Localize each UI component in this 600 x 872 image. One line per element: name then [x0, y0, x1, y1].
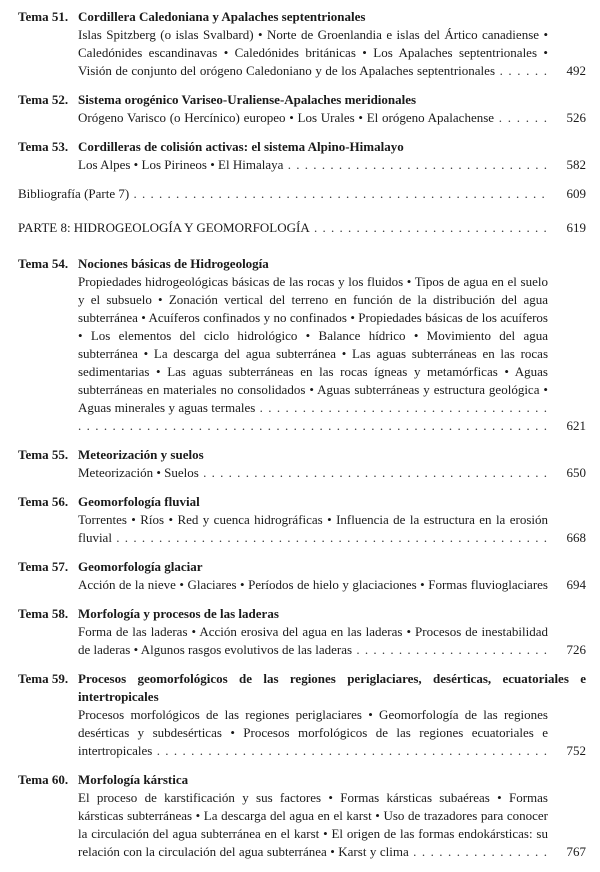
entry-number: Tema 59. — [18, 671, 69, 686]
toc-entry-tema-53 — [18, 138, 586, 174]
entry-description: Forma de las laderas • Acción erosiva del agua en las laderas • Procesos de inestabilidad de laderas • Algunos rasgos evolutivos de las laderas — [78, 624, 548, 657]
entry-description: Torrentes • Ríos • Red y cuenca hidrográficas • Influencia de la estructura en la erosión fluvial — [78, 512, 548, 545]
entry-title: Meteorización y suelos — [78, 447, 204, 462]
entry-title: Cordilleras de colisión activas: el sistema Alpino-Himalayo — [78, 139, 404, 154]
page-number[interactable]: 650 — [566, 465, 586, 480]
page-number[interactable]: 492 — [566, 63, 586, 78]
dot-leader: . . . . . . . . . . . . . . . . . . . . . . . . . . . . . . . . . . . . . . . . . . . . . . . . . . . . . . . . . . . . . . . . . . . . . . . . . . . . . . . . . . . . . . . . . — [78, 400, 549, 433]
page-number[interactable]: 668 — [566, 530, 586, 545]
entry-number: Tema 55. — [18, 447, 69, 462]
page-number[interactable]: 694 — [566, 577, 586, 592]
dot-leader: . . . . . . — [498, 110, 548, 125]
entry-description: Orógeno Varisco (o Hercínico) europeo • Los Urales • El orógeno Apalachense — [78, 110, 495, 125]
toc-entry-tema-52 — [18, 91, 586, 127]
entry-title: Procesos geomorfológicos de las regiones periglaciares, desérticas, ecuatoriales e intertropicales — [78, 671, 586, 704]
toc-entry-tema-54 — [18, 255, 586, 435]
toc-part-heading — [18, 219, 586, 237]
page-number[interactable]: 526 — [566, 110, 586, 125]
toc-entry-tema-58 — [18, 605, 586, 659]
part-title: PARTE 8: HIDROGEOLOGÍA Y GEOMORFOLOGÍA — [18, 220, 310, 235]
dot-leader: . . . . . . . . . . . . . . . . . . . . . . . — [356, 642, 548, 657]
entry-title: Morfología y procesos de las laderas — [78, 606, 279, 621]
page-number[interactable]: 621 — [566, 418, 586, 433]
toc-entry-tema-55 — [18, 446, 586, 482]
entry-description: Los Alpes • Los Pirineos • El Himalaya — [78, 157, 284, 172]
entry-title: Morfología kárstica — [78, 772, 189, 787]
toc-entry-tema-57 — [18, 558, 586, 594]
toc-entry-tema-59 — [18, 670, 586, 760]
dot-leader: . . . . . . . . . . . . . . . . . . . . . . . . . . . . . . . . . . . . . . . . . . . . . . . . . . . — [116, 530, 548, 545]
entry-title: Nociones básicas de Hidrogeología — [78, 256, 269, 271]
entry-number: Tema 57. — [18, 559, 69, 574]
dot-leader: . . . . . . . . . . . . . . . . . . . . . . . . . . . . — [313, 220, 548, 235]
toc-entry-tema-60 — [18, 771, 586, 861]
page-number[interactable]: 767 — [566, 844, 586, 859]
dot-leader: . . . . . . . . . . . . . . . . . . . . . . . . . . . . . . . . . . . . . . . . . — [203, 465, 549, 480]
entry-description: Islas Spitzberg (o islas Svalbard) • Norte de Groenlandia e islas del Ártico canadiense • Caledónides escandinavas • Caledónides británicas • Los Apalaches septentrionales • Visión de conjunto del orógeno Caledoniano y de los Apalaches septentrionales — [78, 27, 548, 78]
dot-leader: . . . . . . . . . . . . . . . . . . . . . . . . . . . . . . . . . . . . . . . . . . . . . . — [156, 743, 548, 758]
entry-title: Bibliografía (Parte 7) — [18, 186, 130, 201]
entry-description: Procesos morfológicos de las regiones periglaciares • Geomorfología de las regiones desérticas y subdesérticas • Procesos morfológicos de las regiones ecuatoriales e intertropicales — [78, 707, 548, 758]
page-number[interactable]: 609 — [566, 186, 586, 201]
entry-title: Geomorfología fluvial — [78, 494, 200, 509]
entry-description: El proceso de karstificación y sus factores • Formas kársticas subaéreas • Formas kársticas subterráneas • La descarga del agua en el karst • Uso de trazadores para conocer la circulación del agua subterránea en el karst • El origen de las formas endokársticas: su relación con la circulación del agua subterránea • Karst y clima — [78, 790, 548, 859]
entry-number: Tema 58. — [18, 606, 69, 621]
entry-description: Propiedades hidrogeológicas básicas de las rocas y los fluidos • Tipos de agua en el suelo y el subsuelo • Zonación vertical del terreno en función de la distribución del agua subterránea • Acuíferos confinados y no confinados • Propiedades básicas de los acuíferos • Los elementos del ciclo hidrológico • Balance hídrico • Movimiento del agua subterránea • La descarga del agua subterránea • Las aguas subterráneas en las rocas sedimentarias • Las aguas subterráneas en las rocas ígneas y metamórficas • Aguas subterráneas en materiales no consolidados • Aguas subterráneas y estructura geológica • Aguas minerales y aguas termales — [78, 274, 548, 415]
entry-title: Geomorfología glaciar — [78, 559, 203, 574]
page-number[interactable]: 752 — [566, 743, 586, 758]
entry-number: Tema 53. — [18, 139, 69, 154]
entry-description: Meteorización • Suelos — [78, 465, 199, 480]
table-of-contents — [18, 8, 586, 872]
toc-entry-tema-56 — [18, 493, 586, 547]
entry-number: Tema 56. — [18, 494, 69, 509]
page-number[interactable]: 726 — [566, 642, 586, 657]
toc-entry-tema-51 — [18, 8, 586, 80]
entry-number: Tema 54. — [18, 256, 69, 271]
dot-leader: . . . . . . . . . . . . . . . . . . . . . . . . . . . . . . . — [287, 157, 549, 172]
entry-description: Acción de la nieve • Glaciares • Períodos de hielo y glaciaciones • Formas fluvioglaciares — [78, 577, 548, 592]
page-number[interactable]: 582 — [566, 157, 586, 172]
entry-number: Tema 52. — [18, 92, 69, 107]
entry-title: Cordillera Caledoniana y Apalaches septentrionales — [78, 9, 366, 24]
toc-entry-bibliografia — [18, 185, 586, 203]
dot-leader: . . . . . . . . . . . . . . . . . . . . . . . . . . . . . . . . . . . . . . . . . . . . . . . . . — [133, 186, 546, 201]
entry-title: Sistema orogénico Variseo-Uraliense-Apalaches meridionales — [78, 92, 417, 107]
dot-leader: . . . . . . . . . . . . . . . . — [413, 844, 548, 859]
entry-number: Tema 51. — [18, 9, 69, 24]
page-number[interactable]: 619 — [566, 220, 586, 235]
dot-leader: . . . . . . — [499, 63, 548, 78]
entry-number: Tema 60. — [18, 772, 69, 787]
